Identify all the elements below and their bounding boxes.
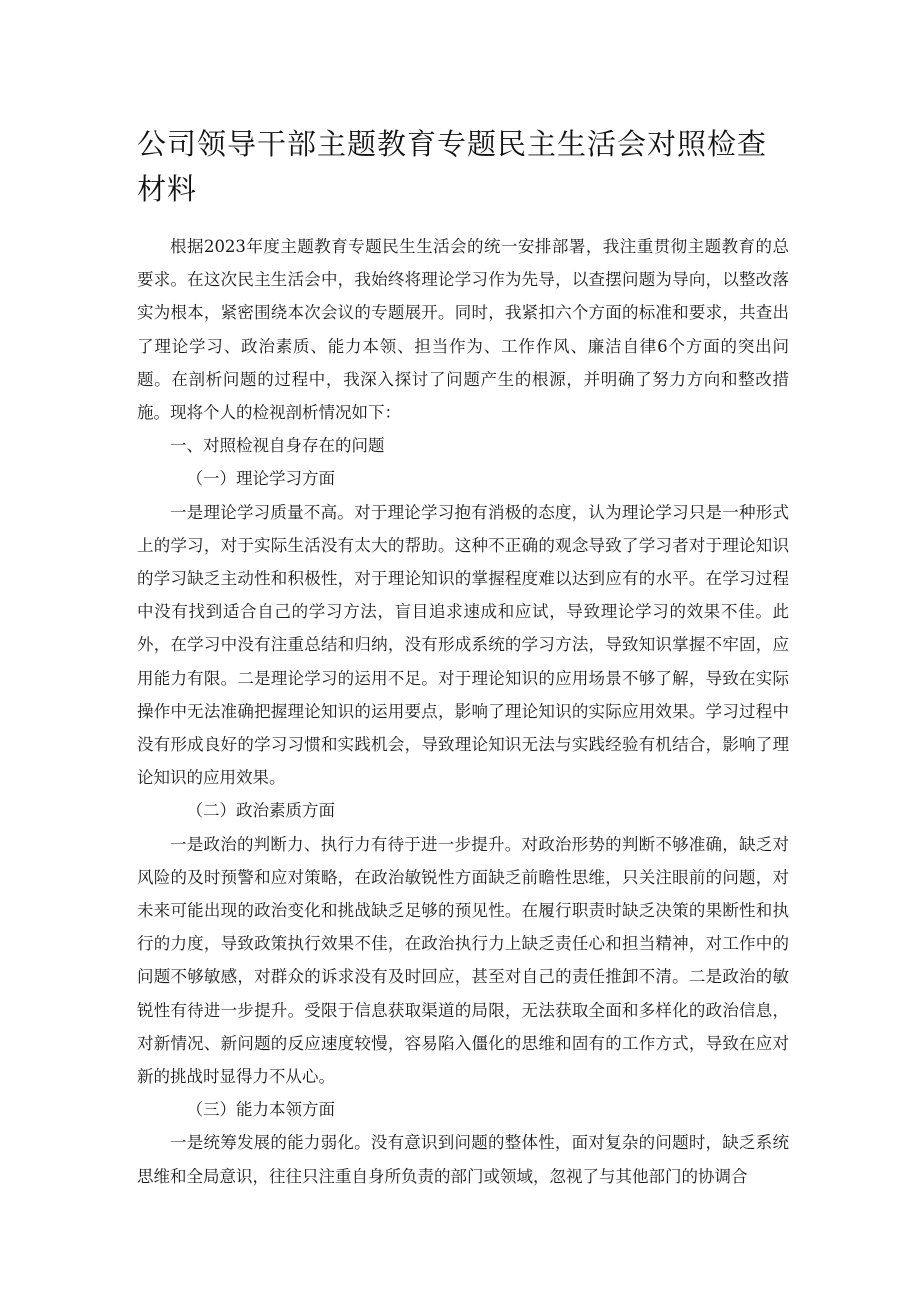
subsection-heading-politics: （二）政治素质方面	[186, 801, 335, 821]
intro-paragraph: 根据2023年度主题教育专题民生生活会的统一安排部署，我注重贯彻主题教育的总要求。在这次民主生活会中，我始终将理论学习作为先导，以查摆问题为导向，以整改落实为根本，紧密围绕本次会议的专题展开。同时，我紧扣六个方面的标准和要求，共查出了理论学习、政治素质、能力本领、担当作为、工作作风、廉洁自律6个方面的突出问题。在剖析问题的过程中，我深入探讨了问题产生的根源，并明确了努力方向和整改措施。现将个人的检视剖析情况如下：	[137, 237, 789, 423]
politics-paragraph: 一是政治的判断力、执行力有待于进一步提升。对政治形势的判断不够准确，缺乏对风险的及时预警和应对策略，在政治敏锐性方面缺乏前瞻性思维，只关注眼前的问题，对未来可能出现的政治变化和挑战缺乏足够的预见性。在履行职责时缺乏决策的果断性和执行的力度，导致政策执行效果不佳，在政治执行力上缺乏责任心和担当精神，对工作中的问题不够敏感，对群众的诉求没有及时回应，甚至对自己的责任推卸不清。二是政治的敏锐性有待进一步提升。受限于信息获取渠道的局限，无法获取全面和多样化的政治信息，对新情况、新问题的反应速度较慢，容易陷入僵化的思维和固有的工作方式，导致在应对新的挑战时显得力不从心。	[137, 834, 789, 1087]
subsection-heading-theory: （一）理论学习方面	[186, 469, 335, 489]
subsection-heading-ability: （三）能力本领方面	[186, 1100, 335, 1120]
theory-paragraph: 一是理论学习质量不高。对于理论学习抱有消极的态度，认为理论学习只是一种形式上的学习，对于实际生活没有太大的帮助。这种不正确的观念导致了学习者对于理论知识的学习缺乏主动性和积极性，对于理论知识的掌握程度难以达到应有的水平。在学习过程中没有找到适合自己的学习方法，盲目追求速成和应试，导致理论学习的效果不佳。此外，在学习中没有注重总结和归纳，没有形成系统的学习方法，导致知识掌握不牢固，应用能力有限。二是理论学习的运用不足。对于理论知识的应用场景不够了解，导致在实际操作中无法准确把握理论知识的运用要点，影响了理论知识的实际应用效果。学习过程中没有形成良好的学习习惯和实践机会，导致理论知识无法与实践经验有机结合，影响了理论知识的应用效果。	[137, 502, 789, 788]
document-body	[137, 230, 789, 1193]
document-title: 公司领导干部主题教育专题民主生活会对照检查材料	[137, 127, 768, 206]
ability-paragraph: 一是统筹发展的能力弱化。没有意识到问题的整体性，面对复杂的问题时，缺乏系统思维和全局意识，往往只注重自身所负责的部门或领域，忽视了与其他部门的协调合	[137, 1133, 789, 1186]
section-heading-1: 一、对照检视自身存在的问题	[170, 436, 385, 456]
